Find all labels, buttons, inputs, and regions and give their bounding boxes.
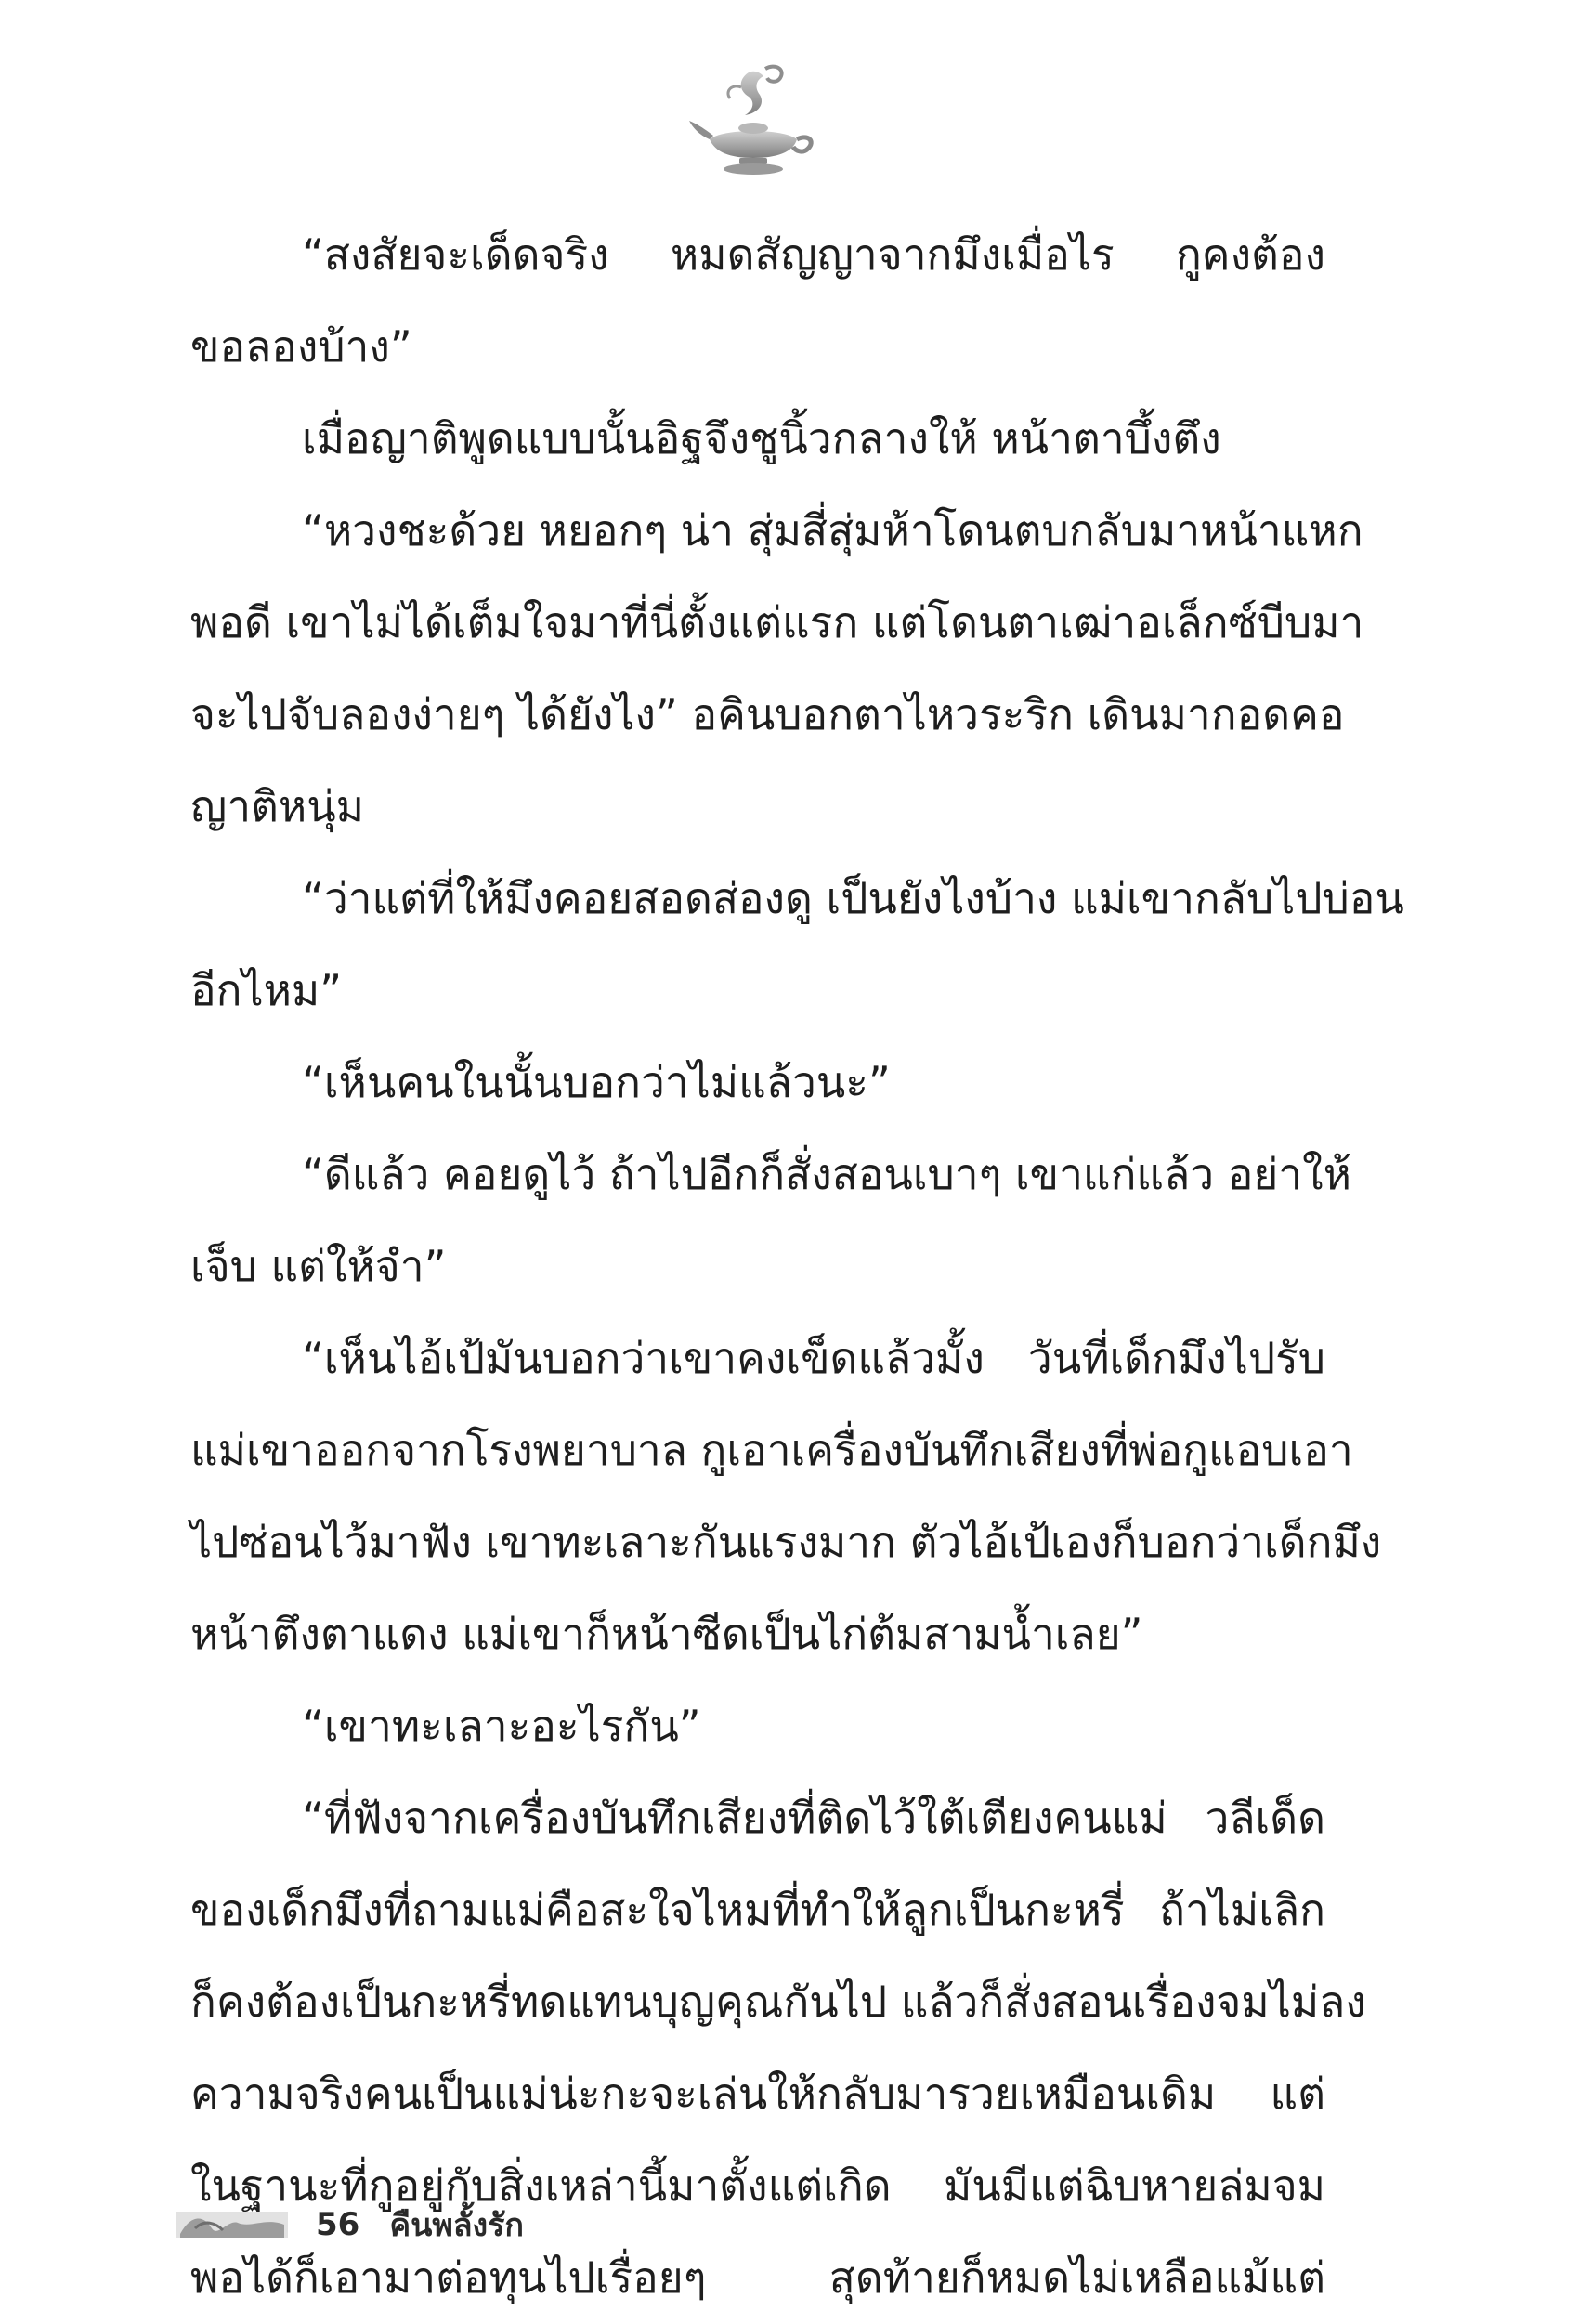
text-line: เมื่อญาติพูดแบบนั้นอิฐจึงชูนิ้วกลางให้ หน้าตาบึ้งตึง <box>302 413 1221 463</box>
text-line: ก็คงต้องเป็นกะหรี่ทดแทนบุญคุณกันไป แล้วก็สั่งสอนเรื่องจมไม่ลง <box>190 1977 1366 2027</box>
genie-lamp-icon <box>684 54 823 193</box>
text-line: “เห็นคนในนั้นบอกว่าไม่แล้วนะ” <box>302 1057 891 1107</box>
text-line: ไปซ่อนไว้มาฟัง เขาทะเลาะกันแรงมาก ตัวไอ้เป้เองก็บอกว่าเด็กมึง <box>190 1517 1382 1567</box>
text-line: ความจริงคนเป็นแม่น่ะกะจะเล่นให้กลับมารวยเหมือนเดิม แต่ <box>190 2069 1325 2119</box>
text-line: “หวงชะด้วย หยอกๆ น่า สุ่มสี่สุ่มห้าโดนตบกลับมาหน้าแหก <box>302 505 1363 555</box>
page-footer <box>176 2197 524 2252</box>
book-title: คืนพลั้งรัก <box>389 2207 525 2244</box>
text-line: “ว่าแต่ที่ให้มึงคอยสอดส่องดู เป็นยังไงบ้าง แม่เขากลับไปบ่อน <box>302 873 1404 923</box>
text-line: พอดี เขาไม่ได้เต็มใจมาที่นี่ตั้งแต่แรก แต่โดนตาเฒ่าอเล็กซ์บีบมา <box>190 597 1364 647</box>
text-line: “เห็นไอ้เป้มันบอกว่าเขาคงเข็ดแล้วมั้ง วันที่เด็กมึงไปรับ <box>302 1333 1325 1383</box>
text-line: “ดีแล้ว คอยดูไว้ ถ้าไปอีกก็สั่งสอนเบาๆ เขาแก่แล้ว อย่าให้ <box>302 1149 1351 1199</box>
text-line: “ที่ฟังจากเครื่องบันทึกเสียงที่ติดไว้ใต้เตียงคนแม่ วลีเด็ด <box>302 1793 1325 1843</box>
body-text <box>190 209 1404 2324</box>
text-line: หน้าตึงตาแดง แม่เขาก็หน้าซีดเป็นไก่ต้มสามน้ำเลย” <box>190 1609 1143 1659</box>
footer-art-icon <box>176 2206 288 2243</box>
text-line: แม่เขาออกจากโรงพยาบาล กูเอาเครื่องบันทึกเสียงที่พ่อกูแอบเอา <box>190 1425 1353 1475</box>
text-line: พอได้ก็เอามาต่อทุนไปเรื่อยๆ สุดท้ายก็หมดไม่เหลือแม้แต่ <box>190 2252 1325 2303</box>
text-line: “เขาทะเลาะอะไรกัน” <box>302 1701 701 1751</box>
text-line: “สงสัยจะเด็ดจริง หมดสัญญาจากมึงเมื่อไร กูคงต้อง <box>302 229 1325 280</box>
text-line: ขอลองบ้าง” <box>190 321 412 372</box>
text-line: อีกไหม” <box>190 965 343 1015</box>
text-line: ในฐานะที่กูอยู่กับสิ่งเหล่านี้มาตั้งแต่เกิด มันมีแต่ฉิบหายล่มจม <box>190 2161 1325 2211</box>
text-line: ญาติหนุ่ม <box>190 781 364 831</box>
page-number: 56 <box>316 2206 360 2243</box>
text-line: เจ็บ แต่ให้จำ” <box>190 1241 447 1291</box>
text-line: ของเด็กมึงที่ถามแม่คือสะใจไหมที่ทำให้ลูกเป็นกะหรี่ ถ้าไม่เลิก <box>190 1885 1325 1935</box>
text-line: จะไปจับลองง่ายๆ ได้ยังไง” อคินบอกตาไหวระริก เดินมากอดคอ <box>190 689 1345 739</box>
